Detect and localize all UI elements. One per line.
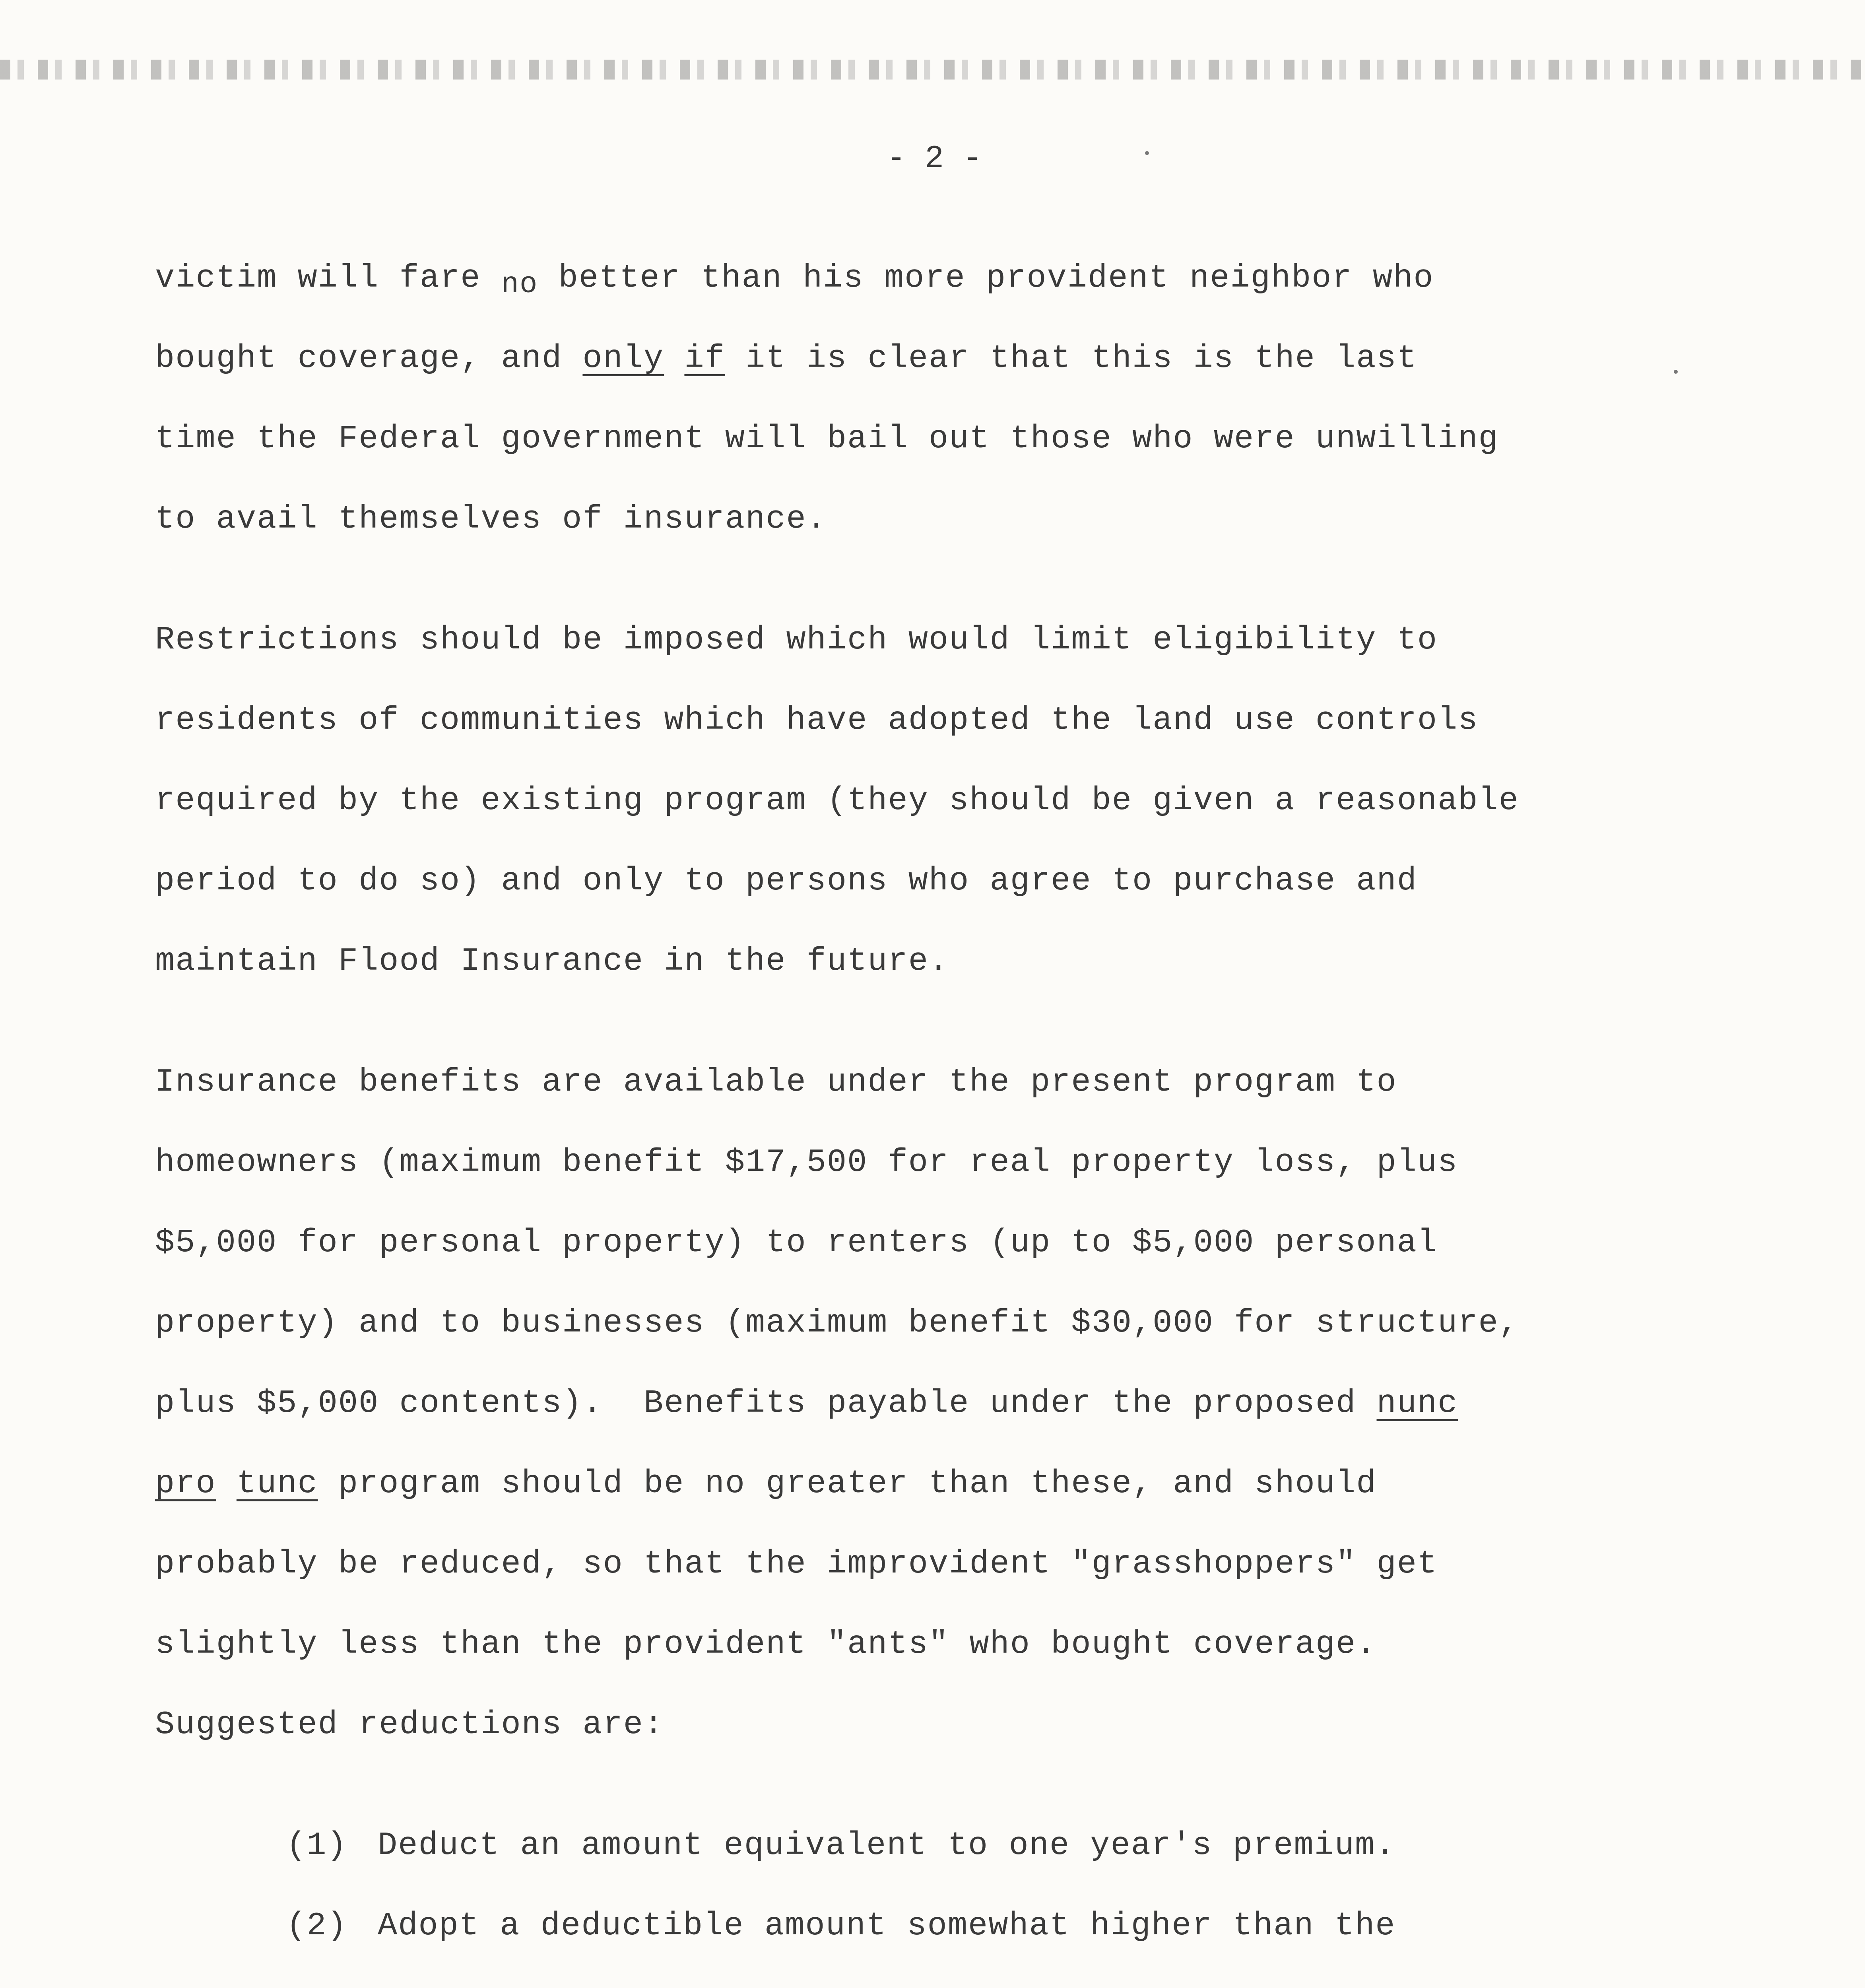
- underlined-word-tunc: tunc: [236, 1465, 318, 1502]
- list-item-1-text: Deduct an amount equivalent to one year's premium.: [378, 1827, 1396, 1864]
- text-run: better than his more provident neighbor who: [538, 260, 1434, 297]
- text-run: program should be no greater than these, and should: [318, 1465, 1377, 1502]
- underlined-word-nunc: nunc: [1376, 1385, 1458, 1422]
- paragraph-2-line-1: Restrictions should be imposed which would limit eligibility to: [155, 621, 1438, 658]
- paragraph-2-line-5: maintain Flood Insurance in the future.: [155, 943, 949, 980]
- list-item-2-number: (2): [286, 1907, 347, 1944]
- paragraph-1-line-1: [155, 258, 1434, 299]
- paragraph-3-line-1: Insurance benefits are available under the present program to: [155, 1064, 1397, 1101]
- text-run: [664, 340, 684, 377]
- paragraph-3-line-6: [155, 1464, 1377, 1504]
- paragraph-1-line-4: to avail themselves of insurance.: [155, 501, 827, 538]
- paragraph-1-line-3: time the Federal government will bail out those who were unwilling: [155, 420, 1499, 457]
- paragraph-3-line-3: $5,000 for personal property) to renters (up to $5,000 personal: [155, 1224, 1438, 1261]
- underlined-word-only: only: [582, 340, 664, 377]
- paragraph-3-line-2: homeowners (maximum benefit $17,500 for real property loss, plus: [155, 1144, 1458, 1181]
- text-run: it is clear that this is the last: [725, 340, 1417, 377]
- list-item-2-line-1: Adopt a deductible amount somewhat higher than the: [378, 1907, 1396, 1944]
- underlined-word-if: if: [684, 340, 725, 377]
- paragraph-3-line-7: probably be reduced, so that the improvident "grasshoppers" get: [155, 1545, 1438, 1582]
- list-item-2-line-2: [378, 1986, 1416, 1988]
- text-run: bought coverage, and: [155, 340, 583, 377]
- scan-edge-artifact: [0, 60, 1865, 80]
- underlined-word-pro: pro: [155, 1465, 216, 1502]
- text-run: [216, 1465, 237, 1502]
- paragraph-3-line-4: property) and to businesses (maximum benefit $30,000 for structure,: [155, 1305, 1519, 1342]
- text-run: plus $5,000 contents). Benefits payable under the proposed: [155, 1385, 1377, 1422]
- scan-speck: [1674, 370, 1678, 374]
- paragraph-3-line-8: slightly less than the provident "ants" who bought coverage.: [155, 1626, 1377, 1663]
- scan-speck: [1145, 151, 1149, 155]
- text-run: victim will fare: [155, 260, 501, 297]
- inserted-word-no: no: [501, 268, 538, 301]
- paragraph-3-line-9: Suggested reductions are:: [155, 1706, 664, 1743]
- list-item-1-number: (1): [286, 1827, 347, 1864]
- paragraph-3-line-5: [155, 1384, 1458, 1423]
- paragraph-2-line-3: required by the existing program (they should be given a reasonable: [155, 782, 1519, 819]
- page-number: - 2 -: [886, 141, 982, 177]
- paragraph-2-line-4: period to do so) and only to persons who agree to purchase and: [155, 862, 1417, 899]
- paragraph-2-line-2: residents of communities which have adopted the land use controls: [155, 702, 1479, 739]
- paragraph-1-line-2: [155, 339, 1417, 379]
